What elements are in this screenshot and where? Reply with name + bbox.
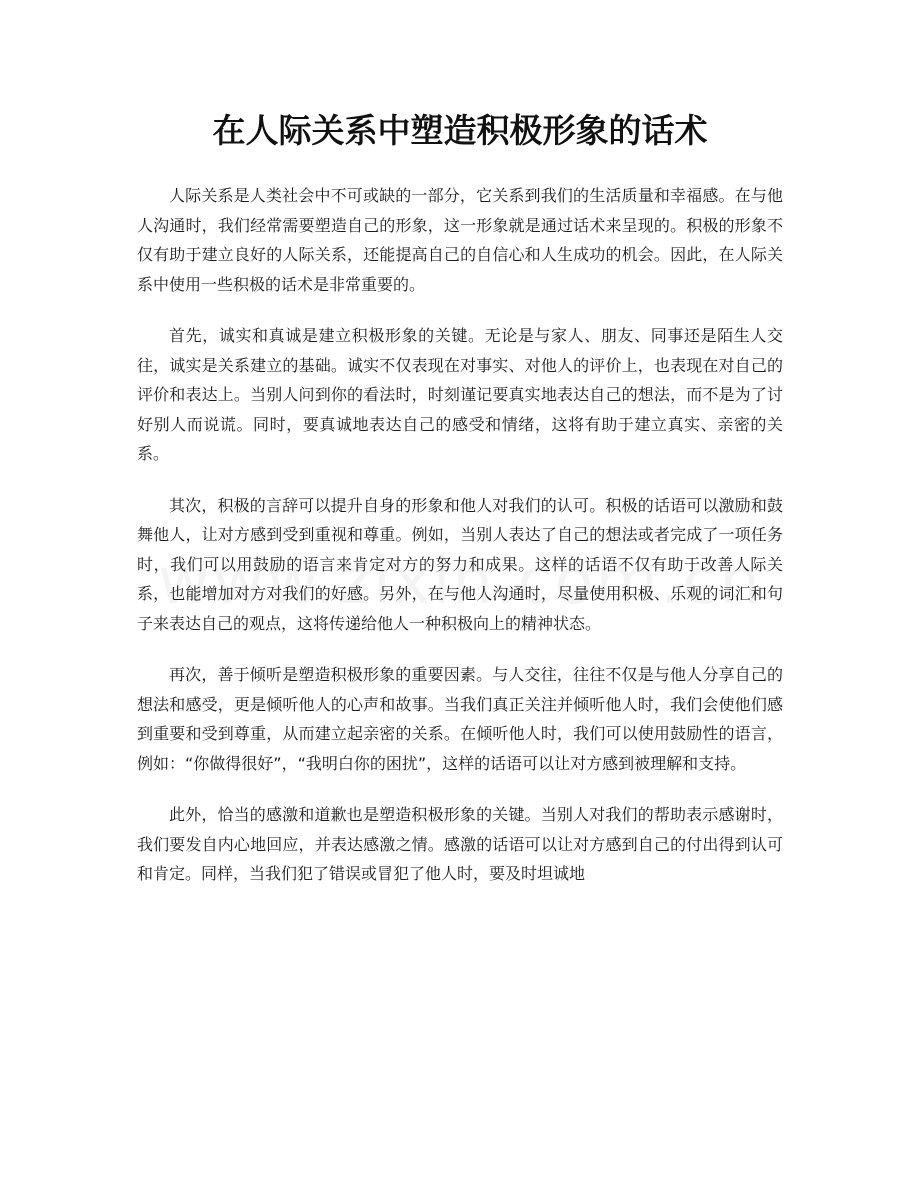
paragraph-3: 其次，积极的言辞可以提升自身的形象和他人对我们的认可。积极的话语可以激励和鼓舞他人，让对方感到受到重视和尊重。例如，当别人表达了自己的想法或者完成了一项任务时，我们可以用鼓励的语言来肯定对方的努力和成果。这样的话语不仅有助于改善人际关系，也能增加对方对我们的好感。另外，在与他人沟通时，尽量使用积极、乐观的词汇和句子来表达自己的观点，这将传递给他人一种积极向上的精神状态。 bbox=[137, 495, 783, 633]
paragraph-5: 此外，恰当的感激和道歉也是塑造积极形象的关键。当别人对我们的帮助表示感谢时，我们要发自内心地回应，并表达感激之情。感激的话语可以让对方感到自己的付出得到认可和肯定。同样，当我们犯了错误或冒犯了他人时，要及时坦诚地 bbox=[137, 805, 783, 883]
document-body bbox=[137, 181, 783, 911]
paragraph-4: 再次，善于倾听是塑造积极形象的重要因素。与人交往，往往不仅是与他人分享自己的想法和感受，更是倾听他人的心声和故事。当我们真正关注并倾听他人时，我们会使他们感到重要和受到尊重，从而建立起亲密的关系。在倾听他人时，我们可以使用鼓励性的语言，例如：“你做得很好”，“我明白你的困扰”，这样的话语可以让对方感到被理解和支持。 bbox=[137, 665, 783, 773]
document-title: 在人际关系中塑造积极形象的话术 bbox=[212, 111, 708, 150]
paragraph-2: 首先，诚实和真诚是建立积极形象的关键。无论是与家人、朋友、同事还是陌生人交往，诚实是关系建立的基础。诚实不仅表现在对事实、对他人的评价上，也表现在对自己的评价和表达上。当别人问到你的看法时，时刻谨记要真实地表达自己的想法，而不是为了讨好别人而说谎。同时，要真诚地表达自己的感受和情绪，这将有助于建立真实、亲密的关系。 bbox=[137, 326, 783, 463]
paragraph-1: 人际关系是人类社会中不可或缺的一部分，它关系到我们的生活质量和幸福感。在与他人沟通时，我们经常需要塑造自己的形象，这一形象就是通过话术来呈现的。积极的形象不仅有助于建立良好的人际关系，还能提高自己的自信心和人生成功的机会。因此，在人际关系中使用一些积极的话术是非常重要的。 bbox=[137, 186, 783, 294]
